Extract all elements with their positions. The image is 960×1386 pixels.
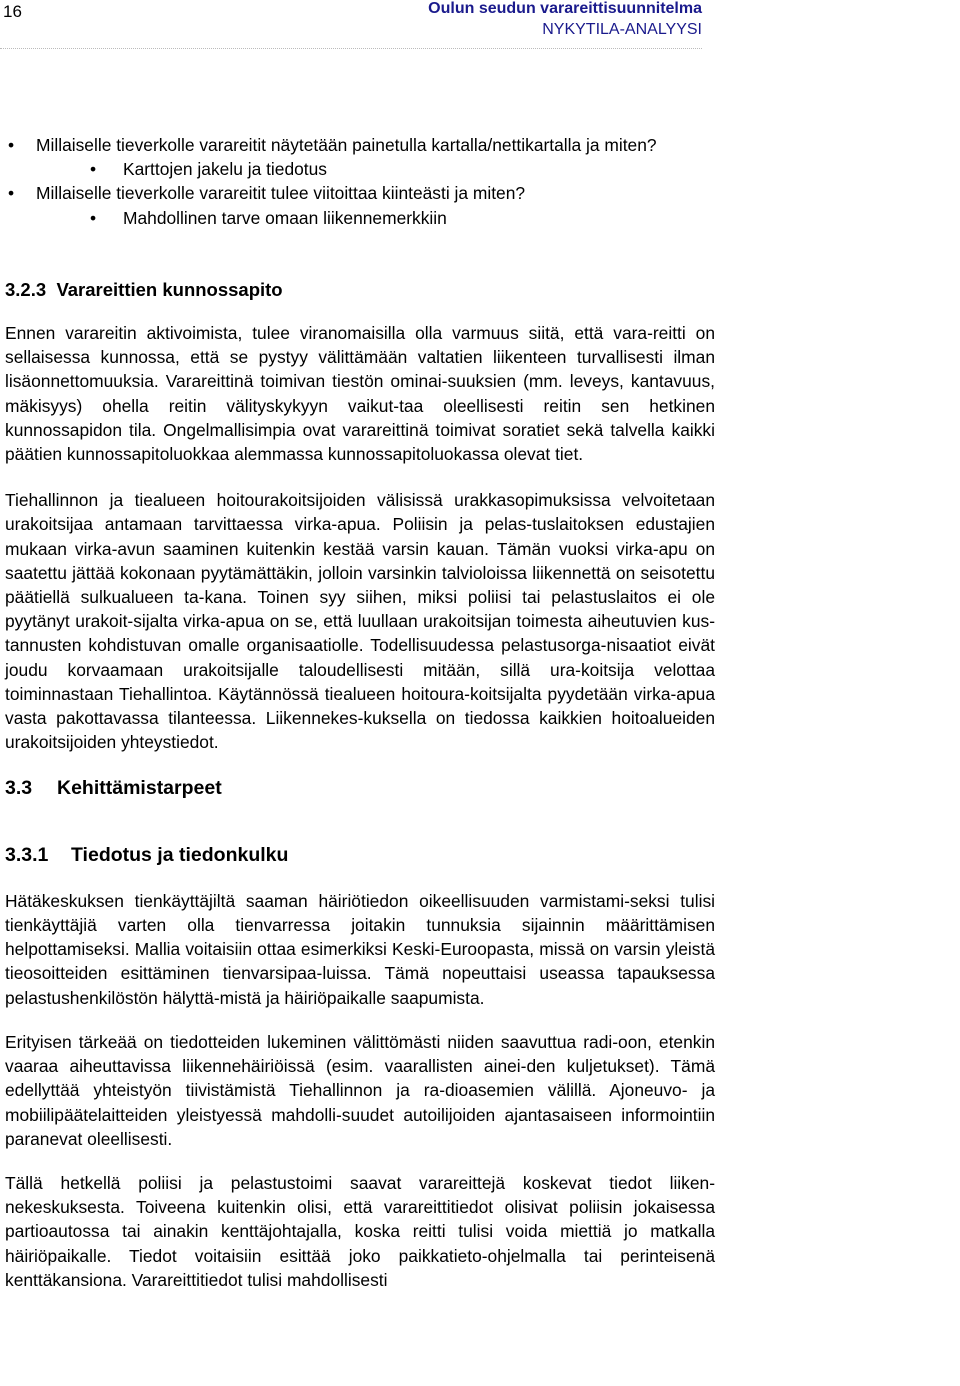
bullet-icon: •: [8, 183, 15, 204]
bullet-list: [5, 133, 715, 230]
header-divider: [0, 48, 702, 49]
page-header: [0, 0, 960, 50]
paragraph: Ennen varareitin aktivoimista, tulee viranomaisilla olla varmuus siitä, että vara-reitti on sellaisessa kunnossa, että se pystyy välittämään valtatien liikenteen turvallisesti ilman lisäonnettomuuksia. Varareittinä toimivan tiestön ominai-suuksien (mm. leveys, kantavuus, mäkisyys) ohella reitin välityskykyyn vaikut-taa oleellisesti reitin sen hetkinen kunnossapidon tila. Ongelmallisimpia ovat varareittinä toimivat soratiet sekä talvella kaikki päätien kunnossapitoluokkaa alemmassa kunnossapitoluokassa olevat tiet.: [5, 323, 715, 465]
paragraph: Tiehallinnon ja tiealueen hoitourakoitsijoiden välisissä urakkasopimuksissa velvoitetaan urakoitsijaa antamaan tarvittaessa virka-apua. Poliisin ja pelas-tuslaitoksen edustajien mukaan virka-avun saaminen kuitenkin kestää varsin kauan. Tämän vuoksi virka-apu on saatettu jättää kokonaan pyytämättäkin, jolloin varsinkin talviolоissa liikennettä on seisotettu päätiellä sulkualueen ta-kana. Toinen syy siihen, miksi poliisi tai pelastuslaitos ei ole pyytänyt urakoit-sijalta virka-apua on se, että luullaan urakoitsijan toimesta aiheutuvien kus-tannusten kohdistuvan omalle organisaatiolle. Todellisuudessa pelastusorga-nisaatiot eivät joudu korvaamaan urakoitsijalle taloudellisesti mitään, sillä ura-koitsija velottaa toiminnastaan Tiehallintoa. Käytännössä tiealueen hoitoura-koitsijalta pyydetään virka-apua vasta pakottavassa tilanteessa. Liikennekes-kuksella on tiedossa kaikkien hoitoalueiden urakoitsijoiden yhteystiedot.: [5, 490, 715, 753]
paragraph: Hätäkeskuksen tienkäyttäjiltä saaman häiriötiedon oikeellisuuden varmistami-seksi tulisi tienkäyttäjiä varten olla tienvarressa joitakin tunnuksia sijainnin määrittämisen helpottamiseksi. Mallia voitaisiin ottaa esimerkiksi Keski-Euroopasta, missä on varsin yleistä tieosoitteiden esittäminen tienvarsipaa-luissa. Tämä nopeuttaisi useassa tapauksessa pelastushenkilöstön hälyttä-mistä ja häiriöpaikalle saapumista.: [5, 890, 715, 1008]
list-item: • Mahdollinen tarve omaan liikennemerkkiin: [5, 206, 715, 230]
bullet-icon: •: [90, 159, 97, 180]
bullet-icon: •: [90, 207, 97, 228]
section-heading-3-3: 3.3 Kehittämistarpeet: [5, 777, 222, 800]
paragraph: Erityisen tärkeää on tiedotteiden lukeminen välittömästi niiden saavuttua radi-oon, etenkin vaaraa aiheuttavissa liikennehäiriöissä (esim. vaarallisten ainei-den kuljetukset). Tämä edellyttää yhteistyön tiivistämistä Tiehallinnon ja ra-dioasemien välillä. Ajoneuvo- ja mobiilipäätelaitteiden yleistyessä mahdolli-suudet autoilijoiden ajantasaiseen informointiin paranevat oleellisesti.: [5, 1031, 715, 1149]
paragraph: Tällä hetkellä poliisi ja pelastustoimi saavat varareittejä koskevat tiedot liiken-nekeskuksesta. Toiveena kuitenkin olisi, että varareittitiedot olisivat poliisin jokaisessa partioautossa tai ainakin kenttäjohtajalla, koska reitti tulisi voida miettiä jo matkalla häiriöpaikalle. Tiedot voitaisiin esittää joko paikkatieto-ohjelmalla tai perinteisenä kenttäkansiona. Varareittitiedot tulisi mahdollisesti: [5, 1172, 715, 1290]
page-body: [5, 133, 715, 1292]
list-item: • Millaiselle tieverkolle varareitit tulee viitoittaa kiinteästi ja miten?: [5, 181, 715, 205]
list-item: • Karttojen jakelu ja tiedotus: [5, 157, 715, 181]
list-item: • Millaiselle tieverkolle varareitit näytetään painetulla kartalla/nettikartalla ja miten?: [5, 133, 715, 157]
document-subtitle: NYKYTILA-ANALYYSI: [542, 21, 702, 38]
section-heading-3-3-1: 3.3.1 Tiedotus ja tiedonkulku: [5, 843, 289, 866]
bullet-icon: •: [8, 135, 15, 155]
section-heading-3-2-3: 3.2.3 Varareittien kunnossapito: [5, 278, 283, 300]
document-title: Oulun seudun varareittisuunnitelma: [428, 0, 702, 17]
page-number: 16: [3, 2, 22, 21]
